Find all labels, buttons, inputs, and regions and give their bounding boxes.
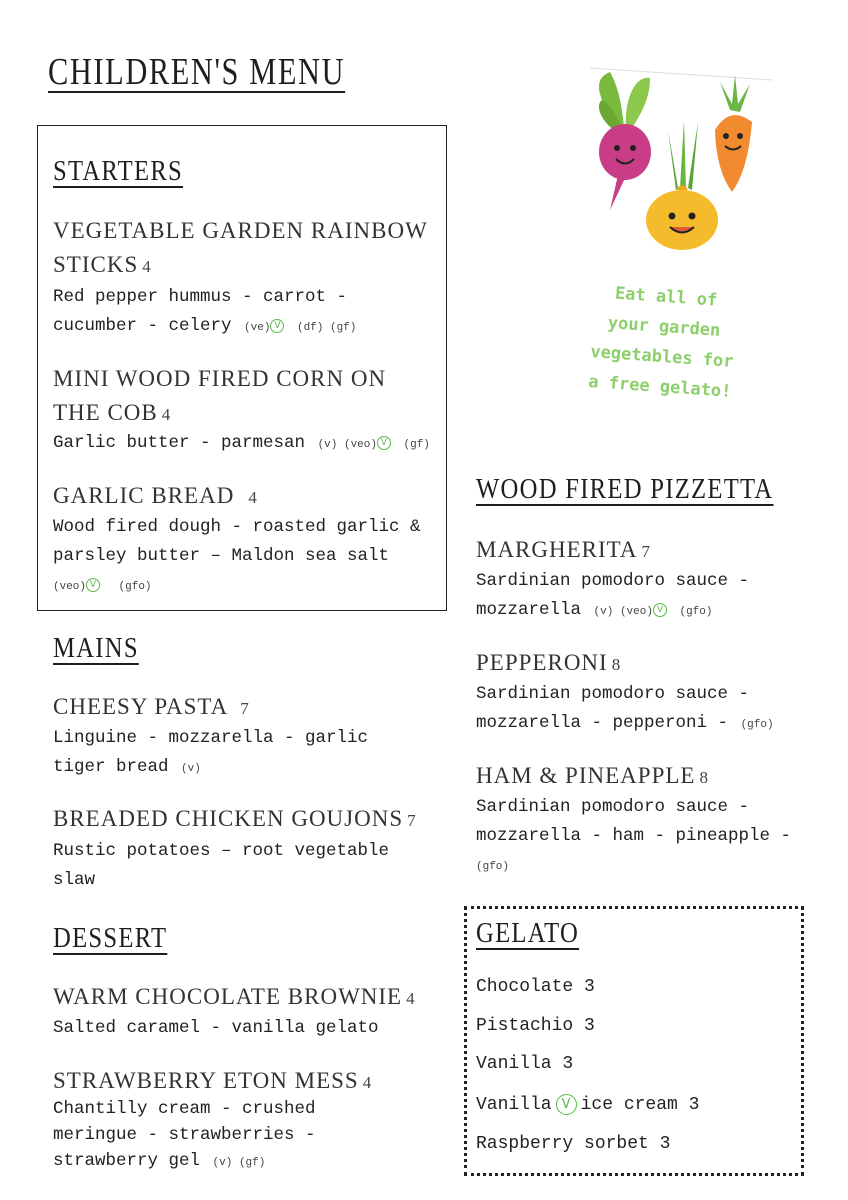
item-title: STRAWBERRY ETON MESS [53, 1068, 359, 1093]
menu-item-name [53, 690, 433, 726]
item-title: BREADED CHICKEN GOUJONS [53, 806, 404, 831]
vegan-icon: V [377, 436, 391, 450]
menu-item-name [53, 802, 453, 838]
menu-item-desc [476, 793, 821, 882]
desc-text: Linguine - mozzarella - garlic tiger bread [53, 728, 369, 777]
menu-item-name [476, 533, 816, 569]
desc-text: Wood fired dough - roasted garlic & parsley butter – Maldon sea salt [53, 517, 421, 566]
pizzetta-heading: WOOD FIRED PIZZETTA [476, 473, 774, 505]
desc-text: Garlic butter - parmesan [53, 433, 306, 453]
diet-tags: (gfo) [476, 861, 510, 873]
vegan-icon: V [86, 578, 100, 592]
menu-item-name [53, 214, 433, 284]
item-title: PEPPERONI [476, 650, 608, 675]
gelato-heading: GELATO [476, 917, 580, 949]
menu-item-name [53, 980, 453, 1016]
menu-item-name [53, 362, 433, 432]
menu-item-desc [53, 837, 413, 895]
gelato-label: Vanilla [476, 1095, 552, 1115]
item-title: GARLIC BREAD [53, 483, 235, 508]
desc-text: Sardinian pomodoro sauce - mozzarella - ham - pineapple - [476, 797, 792, 846]
vegan-icon: V [653, 603, 667, 617]
mains-heading: MAINS [53, 632, 139, 664]
diet-tags: (gfo) [679, 606, 713, 618]
menu-item-name [476, 759, 836, 795]
item-price: 7 [240, 699, 250, 718]
desc-text: Rustic potatoes – root vegetable slaw [53, 841, 390, 890]
diet-tags: (gf) [403, 439, 430, 451]
diet-tags: (v) (veo) [593, 606, 653, 618]
promo-line: Eat all of [614, 283, 718, 311]
item-price: 7 [641, 542, 651, 561]
gelato-item: Vanilla 3 [476, 1054, 574, 1074]
item-title: MINI WOOD FIRED CORN ON THE COB [53, 366, 387, 425]
dessert-heading: DESSERT [53, 922, 168, 954]
gelato-item [476, 1094, 699, 1115]
item-title: CHEESY PASTA [53, 694, 229, 719]
item-price: 4 [362, 1073, 373, 1092]
item-title: WARM CHOCOLATE BROWNIE [53, 984, 403, 1009]
item-title: HAM & PINEAPPLE [476, 763, 696, 788]
desc-text: Sardinian pomodoro sauce - mozzarella [476, 571, 750, 620]
beetroot-icon [599, 72, 651, 210]
diet-tags: (v) (veo) [317, 439, 377, 451]
onion-icon [646, 120, 718, 250]
diet-tags: (gfo) [118, 581, 152, 593]
desc-text: Chantilly cream - crushed meringue - strawberries - strawberry gel [53, 1099, 316, 1171]
menu-item-name [53, 479, 433, 515]
promo-text [574, 276, 752, 408]
item-price: 8 [699, 768, 709, 787]
menu-item-desc [53, 724, 413, 784]
item-title: VEGETABLE GARDEN RAINBOW STICKS [53, 218, 428, 277]
vegetables-illustration [580, 60, 780, 270]
menu-item-desc [476, 680, 816, 740]
item-price: 4 [248, 488, 258, 507]
menu-item-desc [53, 1014, 433, 1043]
menu-item-desc [53, 429, 433, 460]
gelato-item: Raspberry sorbet 3 [476, 1134, 671, 1154]
menu-item-desc [53, 513, 438, 602]
diet-tags: (df) (gf) [296, 322, 357, 334]
gelato-label: ice cream 3 [580, 1095, 700, 1115]
menu-item-desc [476, 567, 816, 627]
promo-line: vegetables for [589, 341, 735, 372]
menu-item-name [476, 646, 816, 682]
item-price: 7 [407, 811, 417, 830]
page-title: CHILDREN'S MENU [48, 51, 346, 93]
promo-line: a free gelato! [587, 371, 733, 402]
menu-item-desc [53, 283, 433, 343]
menu-item-desc [53, 1096, 353, 1176]
gelato-item: Chocolate 3 [476, 977, 595, 997]
starters-heading: STARTERS [53, 155, 184, 187]
item-price: 4 [161, 405, 172, 424]
item-price: 4 [406, 989, 416, 1008]
item-title: MARGHERITA [476, 537, 638, 562]
menu-item-name [53, 1064, 453, 1100]
desc-text: Sardinian pomodoro sauce - mozzarella - pepperoni - [476, 684, 750, 733]
desc-text: Red pepper hummus - carrot - cucumber - celery [53, 287, 348, 336]
vegan-icon: V [556, 1094, 577, 1115]
diet-tags: (v) (gf) [212, 1157, 266, 1169]
diet-tags: (veo) [53, 581, 87, 593]
promo-line: your garden [607, 313, 721, 341]
desc-text: Salted caramel - vanilla gelato [53, 1018, 379, 1038]
item-price: 4 [142, 257, 152, 276]
gelato-item: Pistachio 3 [476, 1016, 595, 1036]
carrot-icon [715, 75, 752, 192]
vegan-icon: V [270, 319, 284, 333]
diet-tags: (ve) [244, 322, 271, 334]
diet-tags: (gfo) [740, 719, 774, 731]
item-price: 8 [611, 655, 622, 674]
diet-tags: (v) [181, 763, 201, 775]
